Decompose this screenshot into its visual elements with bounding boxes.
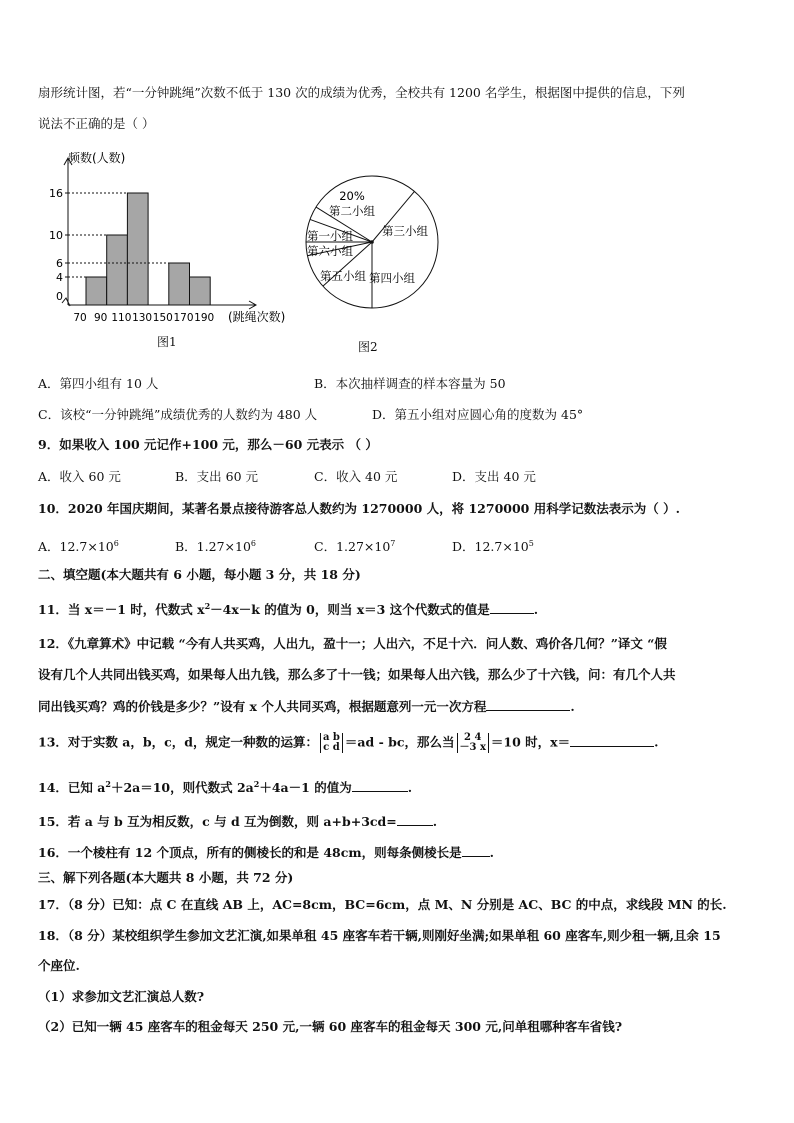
intro-line-1: 扇形统计图，若“一分钟跳绳”次数不低于 130 次的成绩为优秀，全校共有 1200 名学生，根据图中提供的信息，下列 xyxy=(38,85,685,100)
figure-1-caption: 图1 xyxy=(157,335,177,349)
x-tick-label-70: 70 xyxy=(73,312,87,324)
x-tick-label-90: 90 xyxy=(94,312,108,324)
x-tick-label-110: 110 xyxy=(111,312,132,324)
q9-stem: 9．如果收入 100 元记作+100 元，那么－60 元表示 （ ） xyxy=(38,437,378,452)
x-axis-title: (跳绳次数) xyxy=(228,310,286,324)
histogram-bar-110-130 xyxy=(127,193,148,305)
y-axis-title: 频数(人数) xyxy=(68,151,126,165)
q17: 17．（8 分）已知：点 C 在直线 AB 上，AC=8cm，BC=6cm，点 M、N 分别是 AC、BC 的中点，求线段 MN 的长. xyxy=(38,897,727,912)
q8-option-c: C．该校“一分钟跳绳”成绩优秀的人数约为 480 人 xyxy=(38,407,318,422)
y-tick-label-6: 6 xyxy=(56,257,63,270)
q12-line-1: 12．《九章算术》中记载 “今有人共买鸡，人出九，盈十一；人出六，不足十六．问人数、鸡价各几何？”译文 “假 xyxy=(38,636,667,651)
q9-option-c: C．收入 40 元 xyxy=(314,469,398,484)
histogram-figure xyxy=(38,140,318,330)
pie-slice-label-1: 第二小组 xyxy=(329,204,375,218)
q18-line-2: 个座位. xyxy=(38,958,80,973)
q18-sub-1: （1）求参加文艺汇演总人数? xyxy=(38,989,205,1004)
pie-slice-label-6: 第一小组 xyxy=(307,229,353,243)
q10-option-a: A．$12.7\times 10^6$ xyxy=(38,539,119,555)
q8-option-a: A．第四小组有 10 人 xyxy=(38,376,159,391)
q10-stem: 10．2020 年国庆期间，某著名景点接待游客总人数约为 1270000 人，将 1270000 用科学记数法表示为（ ）. xyxy=(38,501,680,516)
histogram-plot xyxy=(49,158,256,324)
q8-option-d: D．第五小组对应圆心角的度数为 45° xyxy=(372,407,584,422)
x-tick-label-170: 170 xyxy=(173,312,194,324)
pie-chart-figure xyxy=(300,170,450,320)
q15: 15．若 a 与 b 互为相反数，c 与 d 互为倒数，则 a+b+3cd= . xyxy=(38,814,438,829)
q12-answer-blank[interactable] xyxy=(486,698,570,711)
q16-answer-blank[interactable] xyxy=(462,844,490,857)
section-3-heading: 三、解下列各题(本大题共 8 小题，共 72 分) xyxy=(38,870,294,885)
figure-2-caption: 图2 xyxy=(358,340,378,354)
y-tick-label-0: 0 xyxy=(56,290,63,303)
pie-percent-label: 20% xyxy=(339,189,365,203)
q18-sub-2: （2）已知一辆 45 座客车的租金每天 250 元,一辆 60 座客车的租金每天 300 元,问单租哪种客车省钱? xyxy=(38,1019,623,1034)
x-tick-label-130: 130 xyxy=(132,312,153,324)
determinant-definition: a b c d xyxy=(320,733,343,753)
x-tick-label-150: 150 xyxy=(152,312,173,324)
q12-line-2: 设有几个人共同出钱买鸡，如果每人出九钱，那么多了十一钱；如果每人出六钱，那么少了十六钱，问：有几个人共 xyxy=(38,667,676,682)
determinant-equation: 2 4 －3 x xyxy=(457,733,489,753)
pie-slice-label-3: 第四小组 xyxy=(369,271,415,285)
pie-slice-label-5: 第六小组 xyxy=(307,244,353,258)
histogram-bar-170-190 xyxy=(190,277,211,305)
intro-line-2: 说法不正确的是（ ） xyxy=(38,116,155,131)
q15-answer-blank[interactable] xyxy=(397,813,433,826)
histogram-bar-70-90 xyxy=(86,277,107,305)
q14: 14．已知 $a^2+2a=10$，则代数式 $2a^2+4a-1$ 的值为 . xyxy=(38,779,413,796)
q11: 11．当 x＝－1 时，代数式 $x^2-4x-k$ 的值为 0，则当 x＝3 这个代数式的值是 . xyxy=(38,601,539,618)
histogram-bar-150-170 xyxy=(169,263,190,305)
q16: 16．一个棱柱有 12 个顶点，所有的侧棱长的和是 48cm，则每条侧棱长是 . xyxy=(38,845,494,860)
pie-plot xyxy=(306,176,438,308)
q18-line-1: 18．（8 分）某校组织学生参加文艺汇演,如果单租 45 座客车若干辆,则刚好坐满;如果单租 60 座客车,则少租一辆,且余 15 xyxy=(38,928,721,943)
q11-answer-blank[interactable] xyxy=(490,601,534,614)
q12-line-3: 同出钱买鸡？鸡的价钱是多少？”设有 x 个人共同买鸡，根据题意列一元一次方程 . xyxy=(38,699,575,714)
y-tick-label-4: 4 xyxy=(56,271,63,284)
q13-answer-blank[interactable] xyxy=(570,734,654,747)
q9-option-b: B．支出 60 元 xyxy=(175,469,259,484)
y-tick-label-16: 16 xyxy=(49,187,63,200)
pie-center xyxy=(370,240,374,244)
histogram-bar-90-110 xyxy=(107,235,128,305)
q9-option-d: D．支出 40 元 xyxy=(452,469,536,484)
q13: 13．对于实数 a，b，c，d，规定一种数的运算： a b c d ＝ad - bc，那么当 2 4 －3 x ＝10 时，x＝ . xyxy=(38,732,659,753)
section-2-heading: 二、填空题(本大题共有 6 小题，每小题 3 分，共 18 分) xyxy=(38,567,361,582)
q10-option-d: D．$12.7\times 10^5$ xyxy=(452,539,534,555)
q14-answer-blank[interactable] xyxy=(352,779,408,792)
q10-option-c: C．$1.27\times 10^7$ xyxy=(314,539,396,555)
x-tick-label-190: 190 xyxy=(194,312,215,324)
pie-slice-label-4: 第五小组 xyxy=(320,269,366,283)
pie-slice-label-2: 第三小组 xyxy=(382,224,428,238)
y-tick-label-10: 10 xyxy=(49,229,63,242)
q9-option-a: A．收入 60 元 xyxy=(38,469,121,484)
q10-option-b: B．$1.27\times 10^6$ xyxy=(175,539,256,555)
q8-option-b: B．本次抽样调查的样本容量为 50 xyxy=(314,376,506,391)
